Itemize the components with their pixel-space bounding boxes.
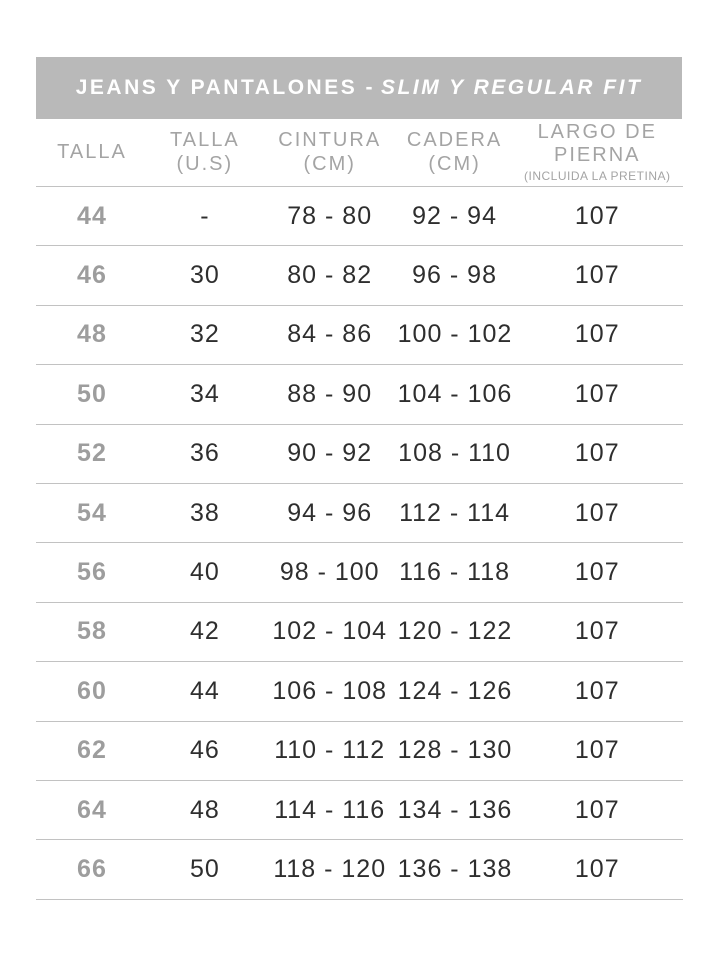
size-chart-title-bar [36, 57, 682, 119]
cell-largo-de-pierna: 107 [512, 602, 684, 661]
size-table-header [36, 119, 683, 187]
cell-talla-us: 48 [148, 780, 262, 839]
table-row [36, 424, 683, 483]
cell-cintura: 106 - 108 [262, 662, 398, 721]
cell-cadera: 124 - 126 [398, 662, 512, 721]
column-header-note: (INCLUIDA LA PRETINA) [523, 169, 671, 183]
cell-talla-us: 30 [148, 246, 262, 305]
table-row [36, 305, 683, 364]
cell-cadera: 128 - 130 [398, 721, 512, 780]
cell-talla: 58 [36, 602, 148, 661]
table-row [36, 483, 683, 542]
cell-cadera: 136 - 138 [398, 840, 512, 899]
table-header-row [36, 119, 683, 187]
column-header-label: TALLA [170, 128, 240, 151]
table-row [36, 840, 683, 899]
table-row [36, 543, 683, 602]
cell-talla-us: 40 [148, 543, 262, 602]
cell-cadera: 96 - 98 [398, 246, 512, 305]
cell-talla: 54 [36, 483, 148, 542]
cell-cintura: 84 - 86 [262, 305, 398, 364]
cell-talla-us: 34 [148, 365, 262, 424]
cell-cintura: 110 - 112 [262, 721, 398, 780]
cell-cadera: 108 - 110 [398, 424, 512, 483]
cell-cintura: 78 - 80 [262, 187, 398, 246]
column-header-unit: (CM) [428, 152, 481, 175]
column-header-unit: (U.S) [176, 152, 234, 175]
cell-largo-de-pierna: 107 [512, 424, 684, 483]
cell-talla: 46 [36, 246, 148, 305]
column-header-largo-de-pierna [512, 119, 684, 187]
table-row [36, 602, 683, 661]
column-header-unit: (CM) [303, 152, 356, 175]
cell-cintura: 80 - 82 [262, 246, 398, 305]
cell-cadera: 112 - 114 [398, 483, 512, 542]
cell-talla-us: 44 [148, 662, 262, 721]
cell-cintura: 102 - 104 [262, 602, 398, 661]
column-header-label: CADERA [406, 128, 503, 151]
table-row [36, 662, 683, 721]
cell-talla: 60 [36, 662, 148, 721]
cell-talla: 56 [36, 543, 148, 602]
cell-cadera: 134 - 136 [398, 780, 512, 839]
cell-talla: 64 [36, 780, 148, 839]
column-header-cintura [262, 119, 398, 187]
cell-talla: 66 [36, 840, 148, 899]
cell-largo-de-pierna: 107 [512, 662, 684, 721]
cell-talla-us: 32 [148, 305, 262, 364]
cell-cadera: 104 - 106 [398, 365, 512, 424]
cell-cintura: 114 - 116 [262, 780, 398, 839]
column-header-talla [36, 119, 148, 187]
column-header-talla-us [148, 119, 262, 187]
cell-cadera: 100 - 102 [398, 305, 512, 364]
cell-talla-us: 38 [148, 483, 262, 542]
cell-largo-de-pierna: 107 [512, 187, 684, 246]
cell-talla-us: - [148, 187, 262, 246]
column-header-label: TALLA [57, 140, 127, 163]
cell-talla-us: 50 [148, 840, 262, 899]
cell-largo-de-pierna: 107 [512, 365, 684, 424]
title-fit-type: SLIM Y REGULAR FIT [381, 76, 643, 99]
table-row [36, 721, 683, 780]
cell-largo-de-pierna: 107 [512, 483, 684, 542]
cell-talla: 44 [36, 187, 148, 246]
column-header-label: LARGO DE [537, 120, 657, 143]
cell-talla: 48 [36, 305, 148, 364]
cell-largo-de-pierna: 107 [512, 543, 684, 602]
cell-talla: 52 [36, 424, 148, 483]
cell-talla: 62 [36, 721, 148, 780]
cell-largo-de-pierna: 107 [512, 721, 684, 780]
cell-cintura: 88 - 90 [262, 365, 398, 424]
cell-talla-us: 36 [148, 424, 262, 483]
cell-largo-de-pierna: 107 [512, 305, 684, 364]
column-header-cadera [398, 119, 512, 187]
cell-cintura: 98 - 100 [262, 543, 398, 602]
column-header-label: PIERNA [554, 144, 641, 167]
table-row [36, 246, 683, 305]
table-row [36, 780, 683, 839]
cell-talla: 50 [36, 365, 148, 424]
cell-talla-us: 46 [148, 721, 262, 780]
cell-talla-us: 42 [148, 602, 262, 661]
table-row [36, 187, 683, 246]
cell-cadera: 120 - 122 [398, 602, 512, 661]
size-table [36, 119, 683, 900]
size-table-body [36, 187, 683, 900]
column-header-label: CINTURA [278, 128, 382, 151]
cell-cadera: 116 - 118 [398, 543, 512, 602]
cell-largo-de-pierna: 107 [512, 246, 684, 305]
cell-cintura: 94 - 96 [262, 483, 398, 542]
cell-largo-de-pierna: 107 [512, 840, 684, 899]
cell-cintura: 118 - 120 [262, 840, 398, 899]
cell-cintura: 90 - 92 [262, 424, 398, 483]
cell-largo-de-pierna: 107 [512, 780, 684, 839]
title-category: JEANS Y PANTALONES - [75, 76, 376, 99]
cell-cadera: 92 - 94 [398, 187, 512, 246]
table-row [36, 365, 683, 424]
